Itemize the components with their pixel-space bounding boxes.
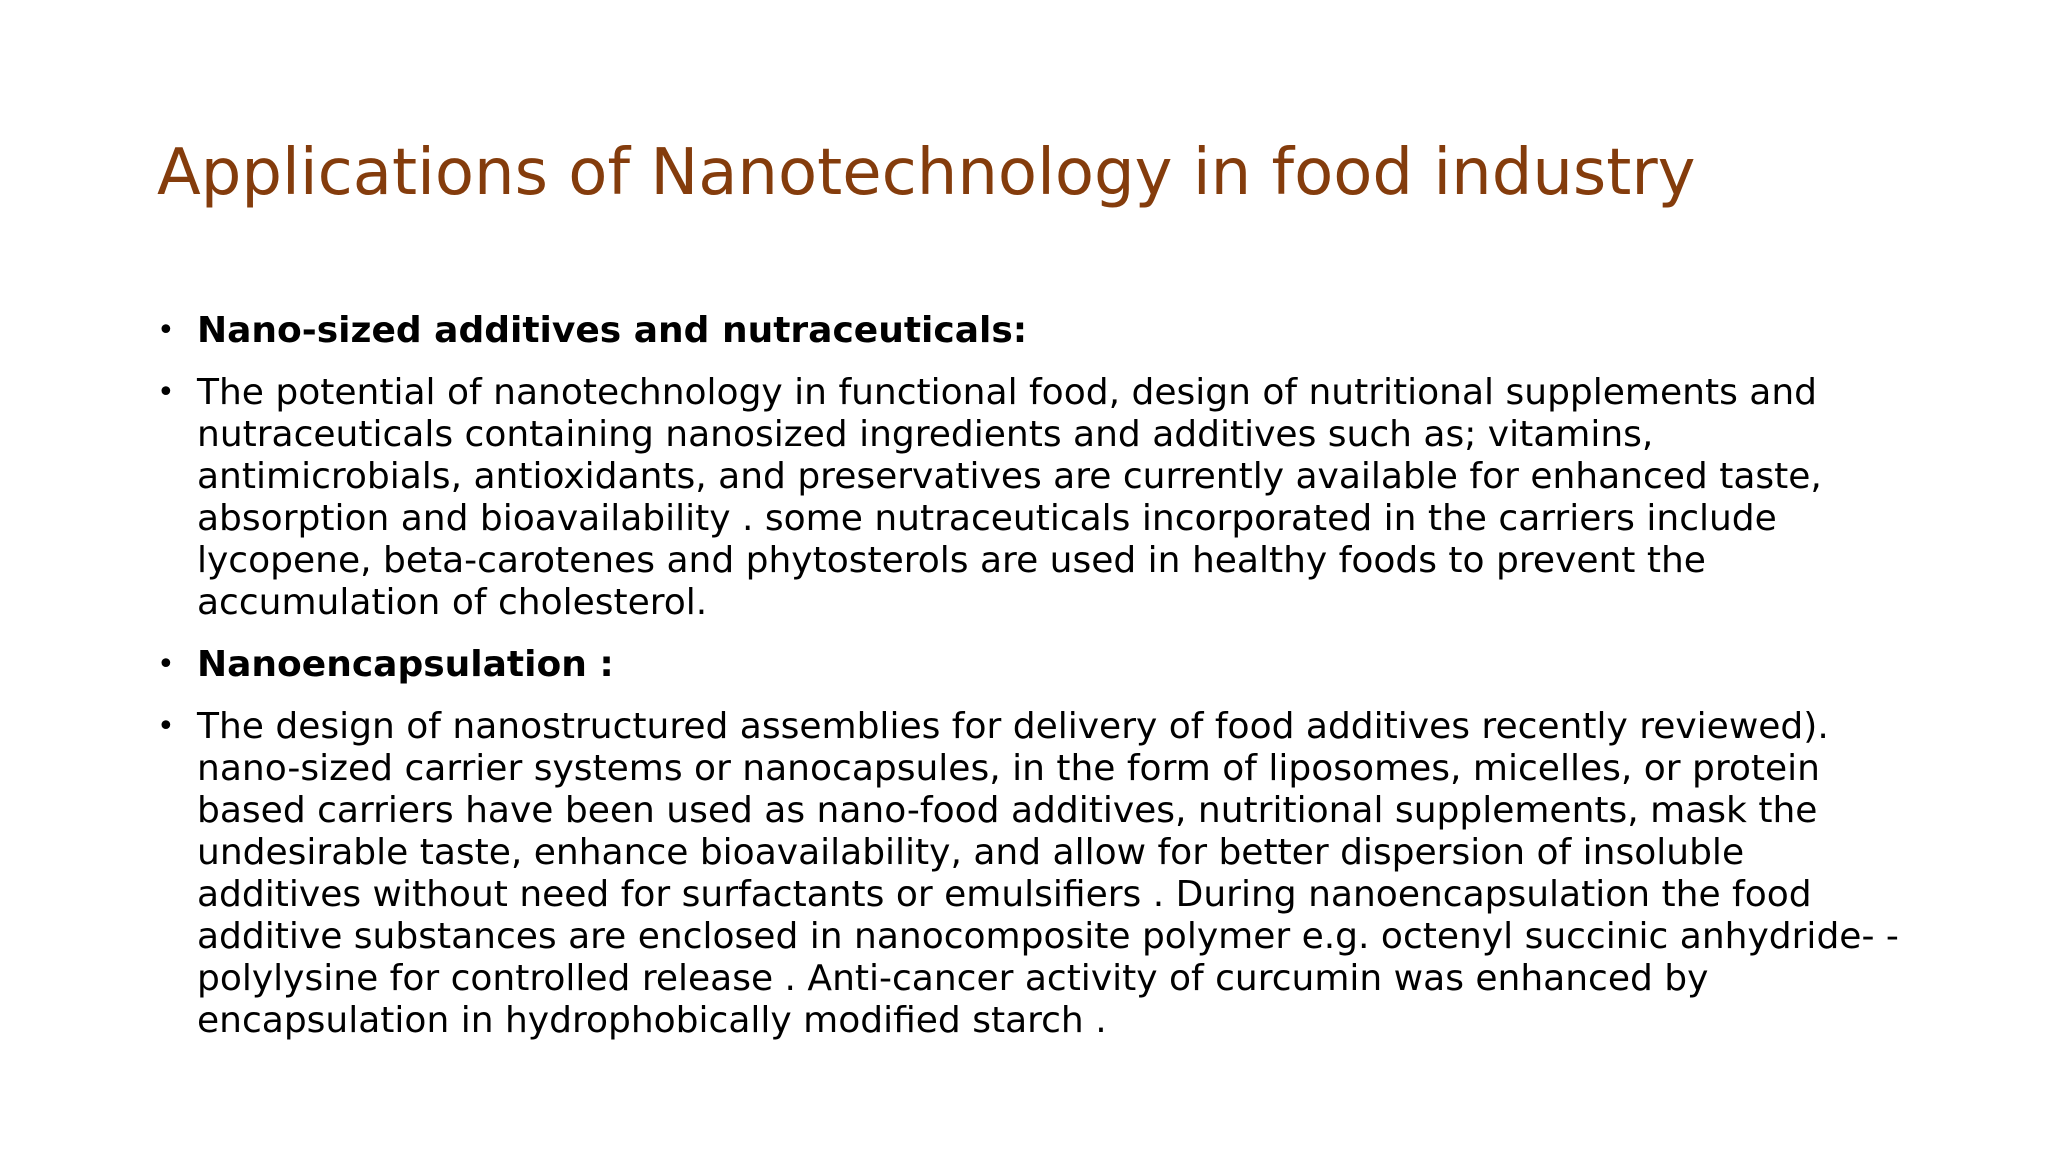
- bullet-text: Nanoencapsulation :: [197, 644, 614, 685]
- bullet-dot-icon: •: [157, 709, 175, 744]
- bullet-text: Nano-sized additives and nutraceuticals:: [197, 310, 1028, 351]
- bullet-list: [157, 310, 1917, 1062]
- bullet-text: The potential of nanotechnology in functional food, design of nutritional supplements and nutraceuticals containing nanosized ingredients and additives such as; vitamins, antimicrobials, antioxidants, and preservatives are currently available for enhanced taste, absorption and bioavailability . some nutraceuticals incorporated in the carriers include lycopene, beta-carotenes and phytosterols are used in healthy foods to prevent the accumulation of cholesterol.: [197, 372, 1822, 623]
- bullet-item-nano-additives-heading: [157, 310, 1917, 352]
- bullet-item-nanoencapsulation-heading: [157, 644, 1917, 686]
- bullet-dot-icon: •: [157, 647, 175, 682]
- bullet-dot-icon: •: [157, 313, 175, 348]
- slide-title: Applications of Nanotechnology in food industry: [157, 136, 1696, 210]
- bullet-item-nanoencapsulation-body: [157, 706, 1917, 1042]
- bullet-dot-icon: •: [157, 375, 175, 410]
- bullet-item-nano-additives-body: [157, 372, 1917, 624]
- bullet-text: The design of nanostructured assemblies for delivery of food additives recently reviewed). nano-sized carrier systems or nanocapsules, in the form of liposomes, micelles, or protein based carriers have been used as nano-food additives, nutritional supplements, mask the undesirable taste, enhance bioavailability, and allow for better dispersion of insoluble additives without need for surfactants or emulsifiers . During nanoencapsulation the food additive substances are enclosed in nanocomposite polymer e.g. octenyl succinic anhydride- -polylysine for controlled release . Anti-cancer activity of curcumin was enhanced by encapsulation in hydrophobically modified starch .: [197, 706, 1899, 1041]
